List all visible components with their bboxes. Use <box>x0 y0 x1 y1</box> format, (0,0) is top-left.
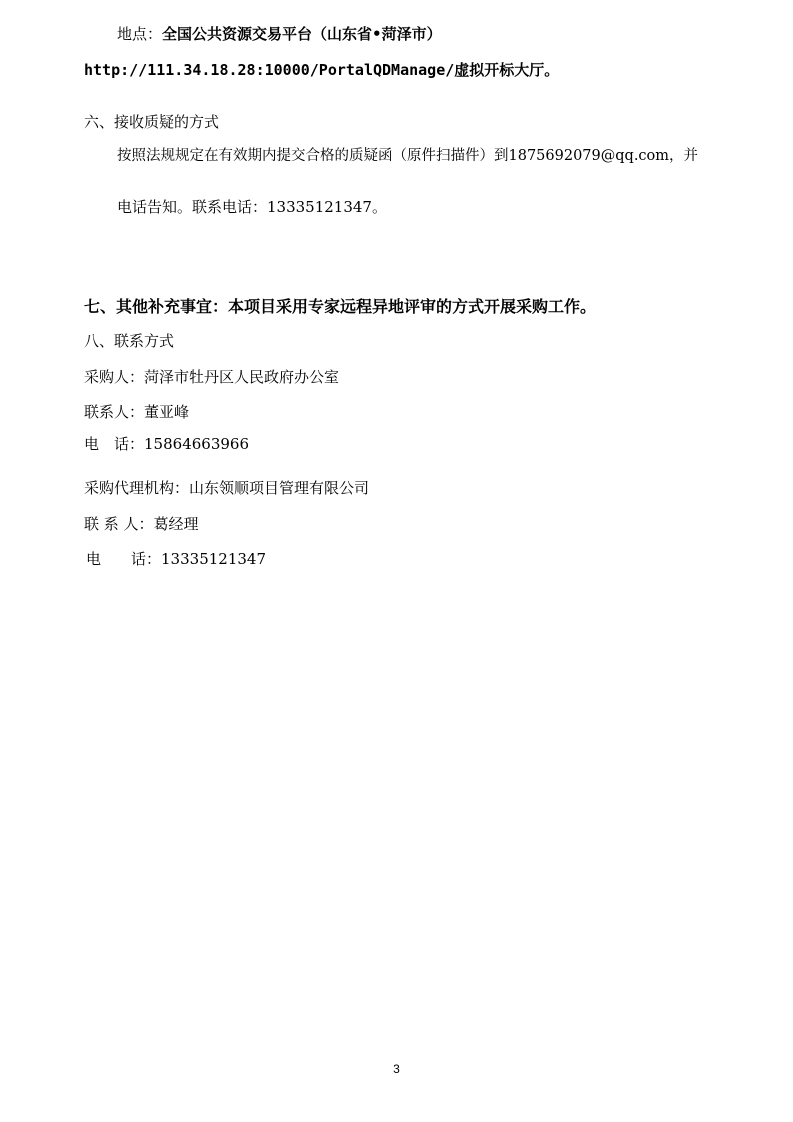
agency-line <box>84 478 369 498</box>
contact-line <box>84 402 189 422</box>
contact-value: 董亚峰 <box>144 403 190 421</box>
location-label: 地点： <box>117 25 163 43</box>
contact-label: 联系人： <box>84 403 145 421</box>
agency-phone-label: 电 话： <box>86 550 162 568</box>
agency-value: 山东领顺项目管理有限公司 <box>189 479 370 497</box>
location-url[interactable]: http://111.34.18.28:10000/PortalQDManage/ <box>84 61 455 79</box>
location-url-suffix: 虚拟开标大厅。 <box>454 61 560 79</box>
location-line <box>117 24 442 44</box>
agency-phone-value: 13335121347 <box>161 550 266 568</box>
section6-body-line2: 电话告知。联系电话：13335121347。 <box>117 198 387 216</box>
section6-body-line1: 按照法规规定在有效期内提交合格的质疑函（原件扫描件）到18756920​79@qq.com，并 <box>117 148 699 164</box>
phone-label: 电 话： <box>84 435 145 453</box>
agency-label: 采购代理机构： <box>84 479 190 497</box>
section6-title: 六、接收质疑的方式 <box>84 113 220 131</box>
phone-line <box>84 434 249 454</box>
agency-contact-line <box>84 514 199 534</box>
purchaser-value: 菏泽市牡丹区人民政府办公室 <box>144 368 340 386</box>
page-number: 3 <box>393 1062 400 1076</box>
agency-phone-line <box>86 549 266 569</box>
section8-title: 八、联系方式 <box>84 332 175 350</box>
agency-contact-value: 葛经理 <box>153 515 199 533</box>
purchaser-line <box>84 367 339 387</box>
section7-title: 七、其他补充事宜：本项目采用专家远程异地评审的方式开展采购工作。 <box>84 297 597 316</box>
location-url-line <box>84 60 559 80</box>
purchaser-label: 采购人： <box>84 368 145 386</box>
location-value: 全国公共资源交易平台（山东省•菏泽市） <box>162 25 442 43</box>
phone-value: 15864663966 <box>144 435 249 453</box>
agency-contact-label: 联 系 人： <box>84 515 154 533</box>
